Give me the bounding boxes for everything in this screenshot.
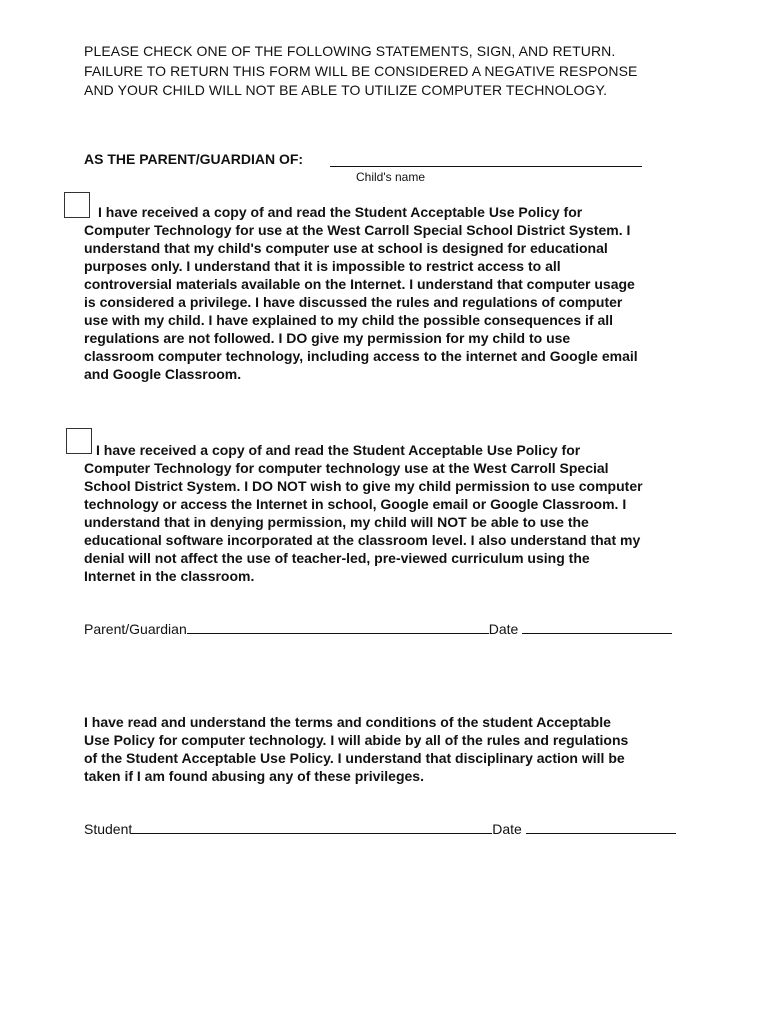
permission-granted-statement <box>84 203 704 383</box>
statement-line: controversial materials available on the Internet. I understand that computer usage <box>84 276 635 292</box>
statement-line: understand that in denying permission, my child will NOT be able to use the <box>84 514 589 530</box>
child-name-field[interactable] <box>330 166 642 167</box>
statement-line: of the Student Acceptable Use Policy. I understand that disciplinary action will be <box>84 750 625 766</box>
statement-line: educational software incorporated at the classroom level. I also understand that my <box>84 532 641 548</box>
statement-line: classroom computer technology, including access to the internet and Google email <box>84 348 638 364</box>
parent-signature-row <box>84 620 672 638</box>
statement-line: purposes only. I understand that it is impossible to restrict access to all <box>84 258 561 274</box>
statement-line: understand that my child's computer use at school is designed for educational <box>84 240 608 256</box>
statement-line: Computer Technology for computer technology use at the West Carroll Special <box>84 460 609 476</box>
statement-line: regulations are not followed. I DO give my permission for my child to use <box>84 330 571 346</box>
statement-line: Use Policy for computer technology. I will abide by all of the rules and regulations <box>84 732 629 748</box>
parent-signature-label: Parent/Guardian <box>84 621 187 637</box>
statement-line: School District System. I DO NOT wish to give my child permission to use computer <box>84 478 643 494</box>
statement-line: use with my child. I have explained to my child the possible consequences if all <box>84 312 614 328</box>
statement-line: technology or access the Internet in school, Google email or Google Classroom. I <box>84 496 627 512</box>
statement-line: denial will not affect the use of teacher-led, pre-viewed curriculum using the <box>84 550 590 566</box>
student-signature-field[interactable] <box>132 820 492 834</box>
instructions <box>84 42 724 101</box>
instructions-line: PLEASE CHECK ONE OF THE FOLLOWING STATEMENTS, SIGN, AND RETURN. <box>84 43 616 59</box>
student-signature-row <box>84 820 676 838</box>
statement-line: Internet in the classroom. <box>84 568 255 584</box>
child-name-caption: Child's name <box>356 170 425 184</box>
statement-line: I have received a copy of and read the Student Acceptable Use Policy for <box>96 442 581 458</box>
parent-date-field[interactable] <box>522 620 672 634</box>
student-date-label: Date <box>492 821 522 837</box>
student-signature-label: Student <box>84 821 133 837</box>
parent-date-label: Date <box>488 621 519 637</box>
permission-denied-statement <box>84 441 704 585</box>
statement-line: and Google Classroom. <box>84 366 242 382</box>
instructions-line: AND YOUR CHILD WILL NOT BE ABLE TO UTILIZE COMPUTER TECHNOLOGY. <box>84 82 608 98</box>
instructions-line: FAILURE TO RETURN THIS FORM WILL BE CONSIDERED A NEGATIVE RESPONSE <box>84 62 638 79</box>
student-agreement-statement <box>84 713 704 785</box>
statement-line: is considered a privilege. I have discussed the rules and regulations of computer <box>84 294 623 310</box>
statement-line: taken if I am found abusing any of these privileges. <box>84 768 424 784</box>
statement-line: Computer Technology for use at the West Carroll Special School District System. I <box>84 222 631 238</box>
statement-line: I have received a copy of and read the Student Acceptable Use Policy for <box>98 204 583 220</box>
student-date-field[interactable] <box>526 820 676 834</box>
statement-line: I have read and understand the terms and conditions of the student Acceptable <box>84 714 611 730</box>
parent-signature-field[interactable] <box>187 620 489 634</box>
guardian-label: AS THE PARENT/GUARDIAN OF: <box>84 151 304 167</box>
